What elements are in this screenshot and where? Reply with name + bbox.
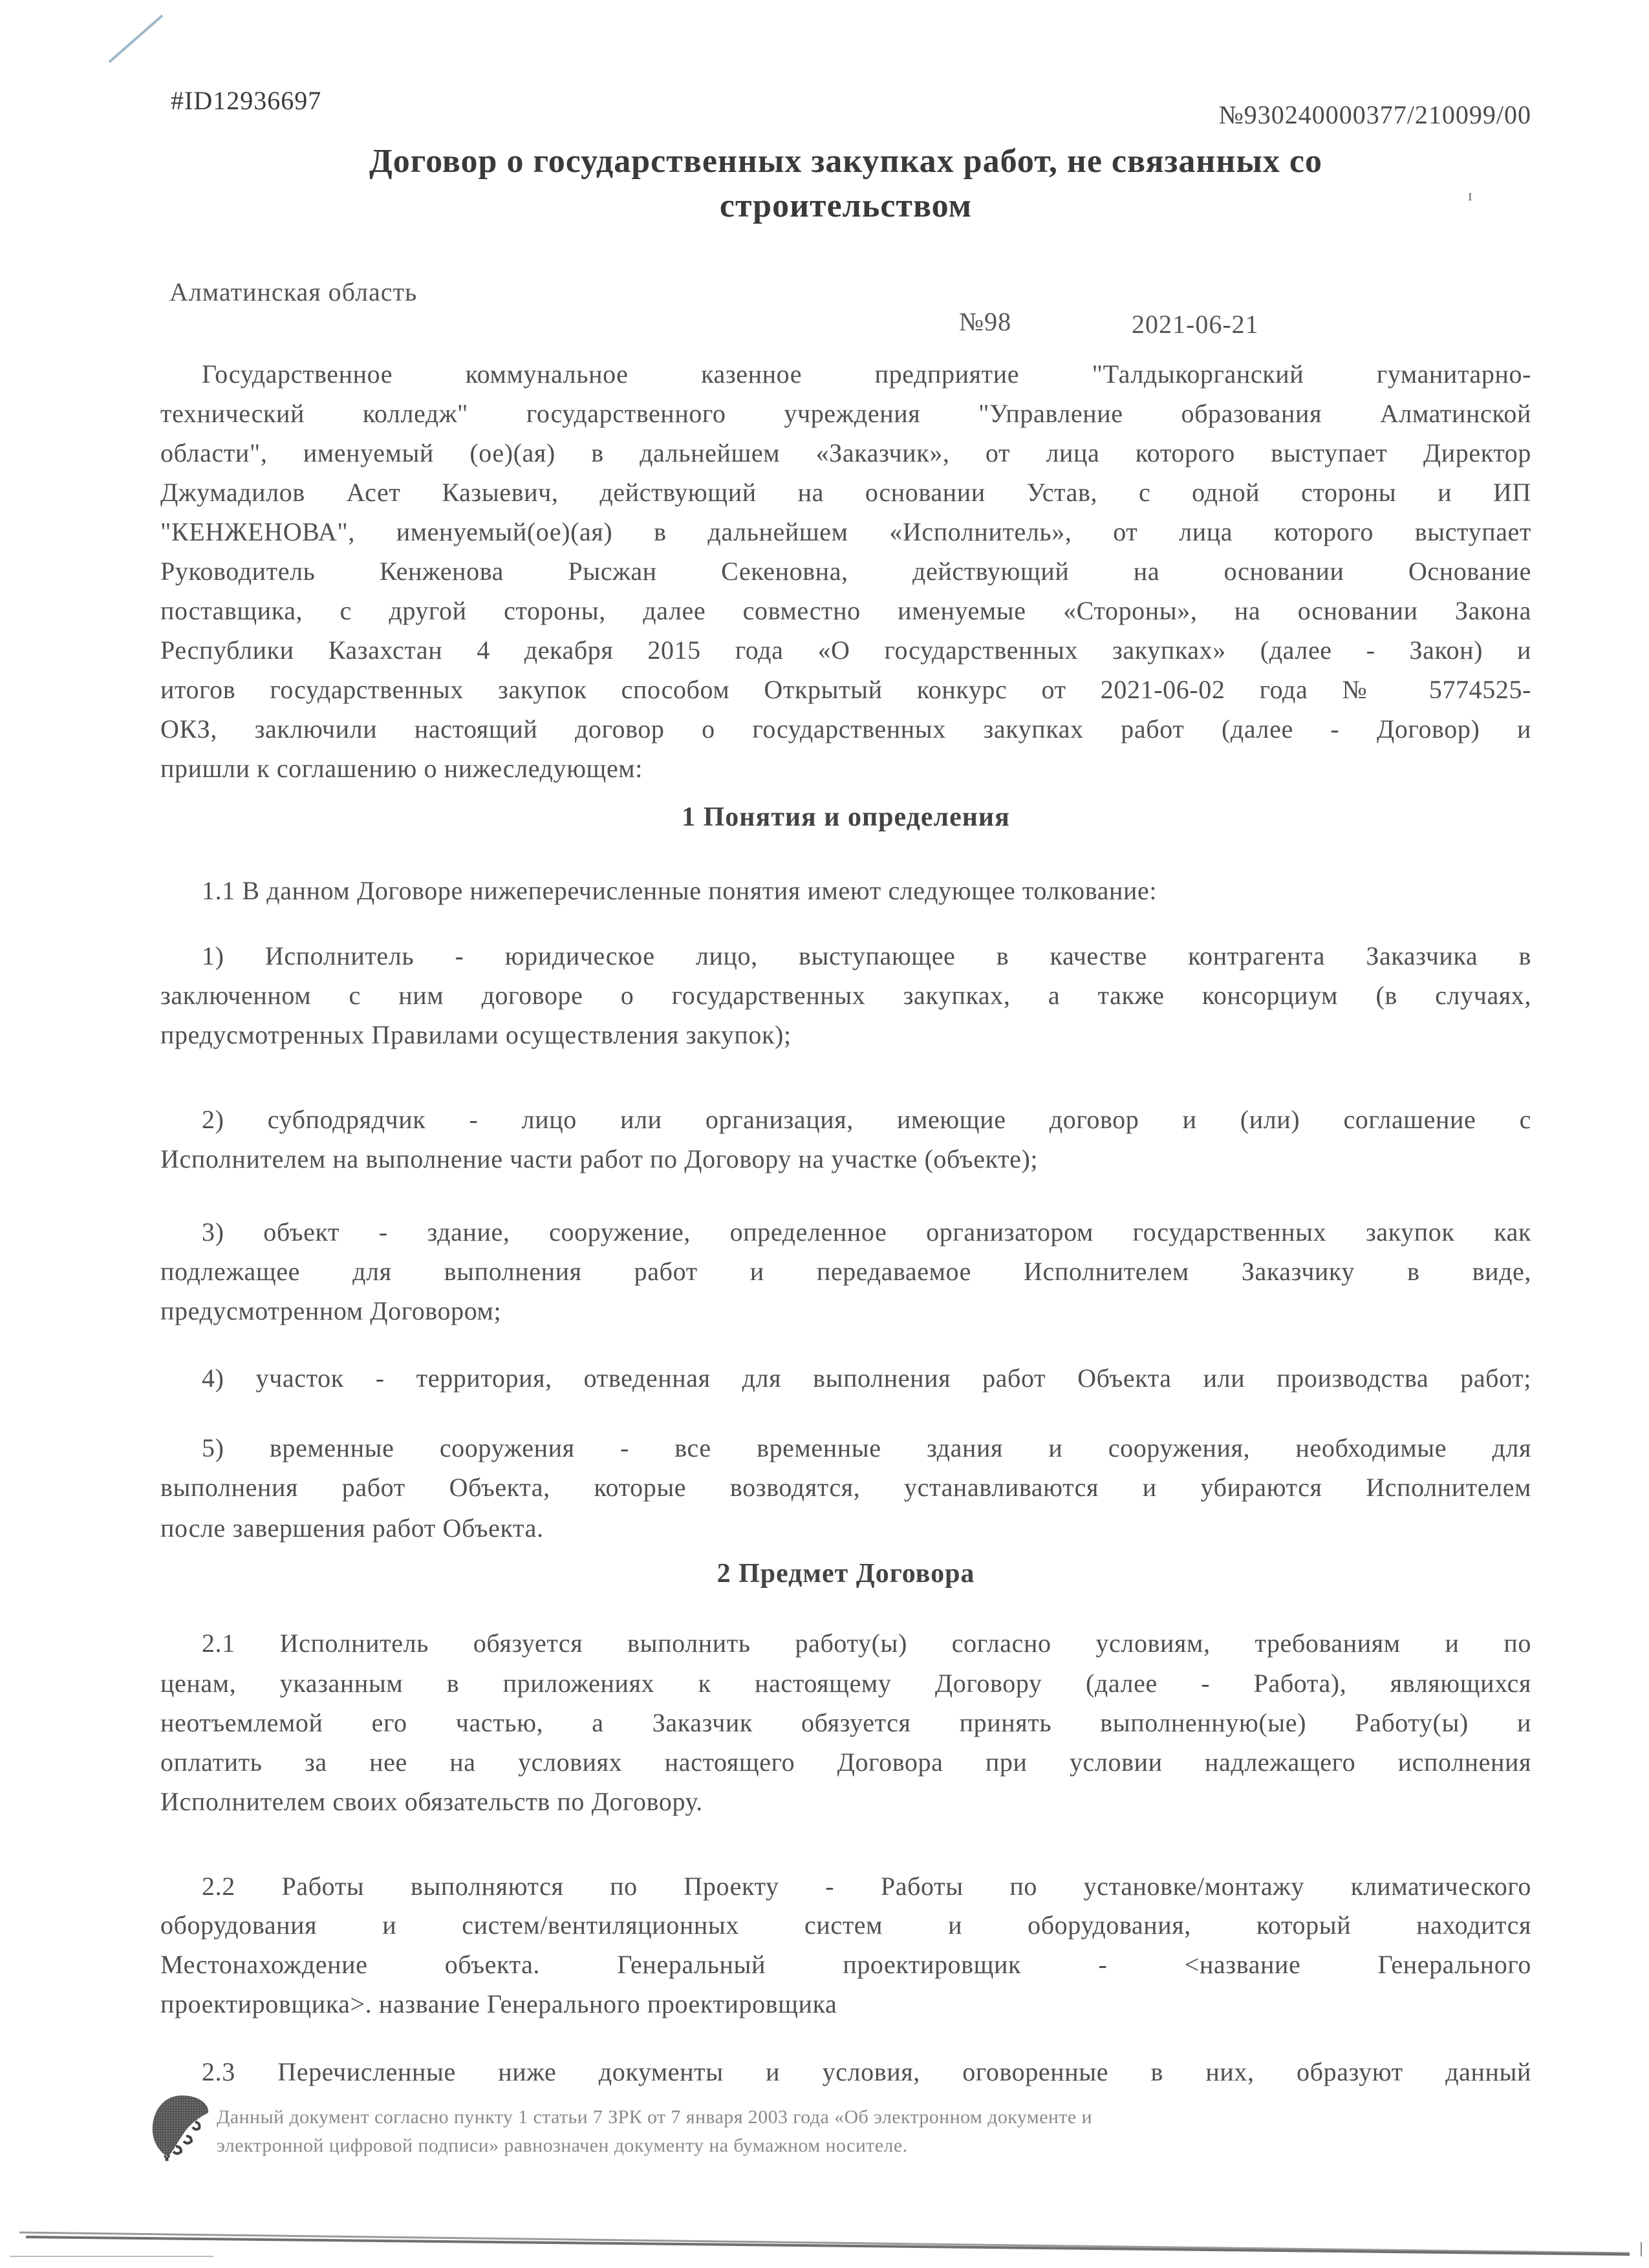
clause-line: Местонахождение объекта. Генеральный проектировщик - <название Генерального [160, 1950, 1531, 1979]
preamble-line: пришли к соглашению о нижеследующем: [160, 754, 643, 783]
section-heading-definitions: 1 Понятия и определения [682, 802, 1010, 832]
clause-line: Исполнителем своих обязательств по Договору. [160, 1787, 703, 1816]
preamble-line: технический колледж" государственного учреждения "Управление образования Алматинской [160, 399, 1531, 428]
legal-notice-line-1: Данный документ согласно пункту 1 статьи 7 ЗРК от 7 января 2003 года «Об электронном документе и [217, 2106, 1092, 2128]
clause-line: 2.2 Работы выполняются по Проекту - Работы по установке/монтажу климатического [202, 1872, 1531, 1901]
definition-line: 5) временные сооружения - все временные здания и сооружения, необходимые для [202, 1433, 1531, 1462]
preamble-line: "КЕНЖЕНОВА", именуемый(ое)(ая) в дальнейшем «Исполнитель», от лица которого выступает [160, 517, 1531, 546]
preamble-line: Государственное коммунальное казенное предприятие "Талдыкорганский гуманитарно- [202, 359, 1531, 389]
clause-line: оплатить за нее на условиях настоящего Договора при условии надлежащего исполнения [160, 1748, 1531, 1777]
definition-line: 3) объект - здание, сооружение, определенное организатором государственных закупок как [202, 1217, 1531, 1246]
egov-stamp-icon [150, 2093, 212, 2162]
definition-line: после завершения работ Объекта. [160, 1514, 544, 1543]
pen-stroke-mark [103, 13, 168, 65]
preamble-line: поставщика, с другой стороны, далее совместно именуемые «Стороны», на основании Закона [160, 596, 1531, 625]
clause-line: проектировщика>. название Генерального проектировщика [160, 1989, 837, 2018]
clause-line: неотъемлемой его частью, а Заказчик обязуется принять выполненную(ые) Работу(ы) и [160, 1708, 1531, 1737]
document-title-line-2: строительством [719, 187, 973, 224]
preamble-line: Республики Казахстан 4 декабря 2015 года «О государственных закупках» (далее - Закон) и [160, 636, 1531, 665]
definition-line: Исполнителем на выполнение части работ по Договору на участке (объекте); [160, 1144, 1039, 1173]
preamble-line: итогов государственных закупок способом Открытый конкурс от 2021-06-02 года № 5774525- [160, 675, 1531, 704]
preamble-line: Джумадилов Асет Казыевич, действующий на основании Устав, с одной стороны и ИП [160, 478, 1531, 507]
definition-line: 4) участок - территория, отведенная для выполнения работ Объекта или производства работ; [202, 1364, 1531, 1393]
preamble-line: области", именуемый (ое)(ая) в дальнейшем «Заказчик», от лица которого выступает Директор [160, 438, 1531, 467]
contract-number: №98 [959, 307, 1012, 336]
section-heading-subject: 2 Предмет Договора [717, 1559, 975, 1589]
preamble-line: ОКЗ, заключили настоящий договор о государственных закупках работ (далее - Договор) и [160, 714, 1531, 744]
clause-line: 2.1 Исполнитель обязуется выполнить работу(ы) согласно условиям, требованиям и по [202, 1629, 1531, 1658]
scan-edge-line [0, 2185, 1649, 2268]
clause-line: ценам, указанным в приложениях к настоящему Договору (далее - Работа), являющихся [160, 1669, 1531, 1698]
definition-line: подлежащее для выполнения работ и передаваемое Исполнителем Заказчику в виде, [160, 1257, 1531, 1286]
contract-region: Алматинская область [169, 277, 418, 306]
registration-number: №930240000377/210099/00 [1218, 100, 1531, 129]
definition-line: 2) субподрядчик - лицо или организация, имеющие договор и (или) соглашение с [202, 1105, 1531, 1134]
clause-1-1: 1.1 В данном Договоре нижеперечисленные понятия имеют следующее толкование: [202, 876, 1158, 905]
definition-line: 1) Исполнитель - юридическое лицо, выступающее в качестве контрагента Заказчика в [202, 941, 1531, 970]
definition-line: предусмотренных Правилами осуществления закупок); [160, 1020, 792, 1049]
contract-date: 2021-06-21 [1132, 310, 1259, 339]
scan-speck: ɪ [1468, 187, 1472, 204]
legal-notice-line-2: электронной цифровой подписи» равнозначен документу на бумажном носителе. [217, 2135, 908, 2156]
document-id: #ID12936697 [171, 86, 322, 115]
definition-line: выполнения работ Объекта, которые возводятся, устанавливаются и убираются Исполнителем [160, 1473, 1531, 1502]
clause-line: оборудования и систем/вентиляционных систем и оборудования, который находится [160, 1910, 1531, 1940]
definition-line: заключенном с ним договоре о государственных закупках, а также консорциум (в случаях, [160, 981, 1531, 1010]
preamble-line: Руководитель Кенженова Рысжан Секеновна, действующий на основании Основание [160, 557, 1531, 586]
definition-line: предусмотренном Договором; [160, 1296, 502, 1325]
document-title-line-1: Договор о государственных закупках работ, не связанных со [369, 143, 1322, 180]
clause-line: 2.3 Перечисленные ниже документы и условия, оговоренные в них, образуют данный [202, 2057, 1531, 2086]
